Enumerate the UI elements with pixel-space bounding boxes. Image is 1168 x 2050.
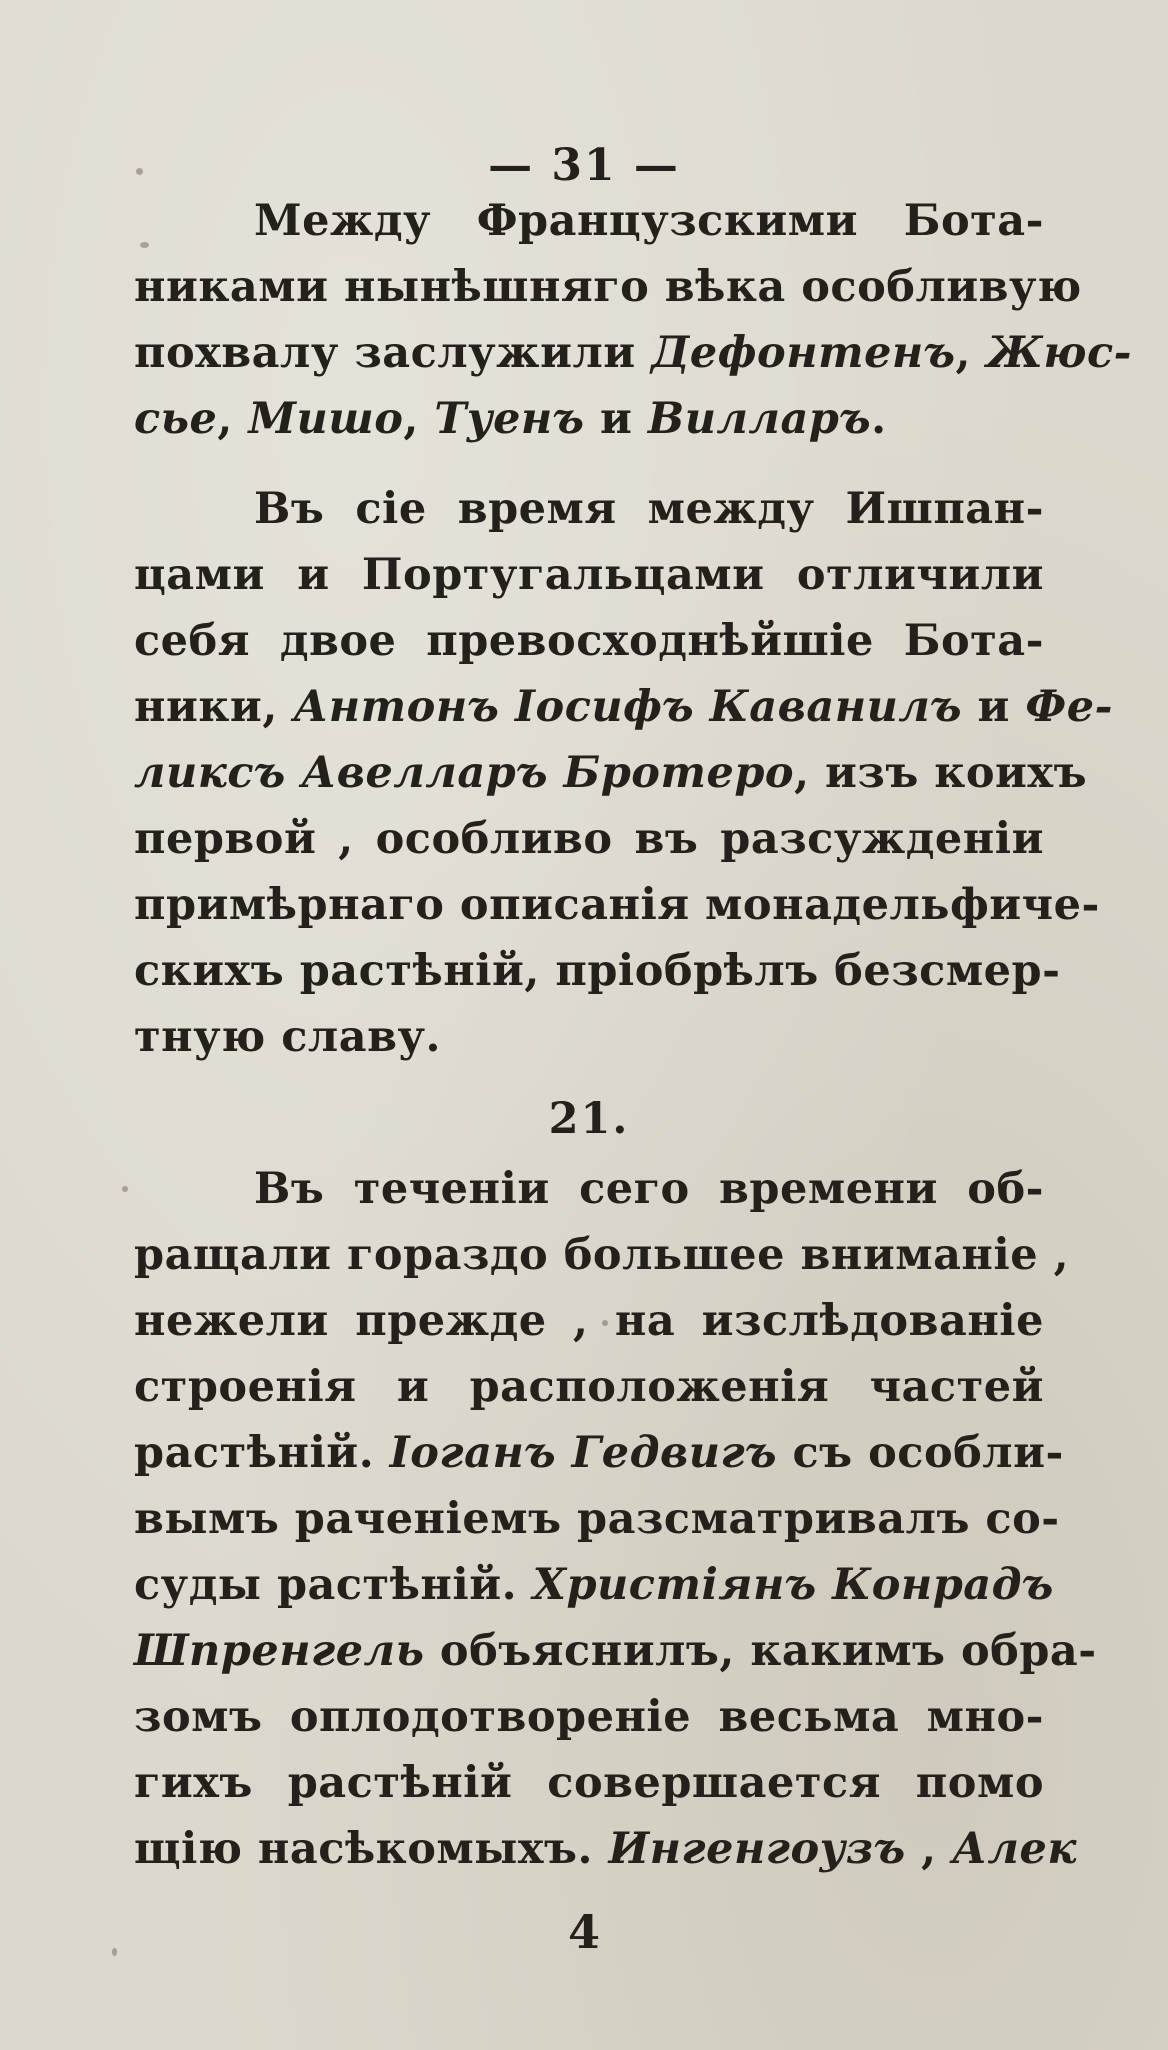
- text-segment: ,: [955, 328, 987, 378]
- text-line: [134, 1288, 1044, 1354]
- text-segment: и: [584, 394, 648, 444]
- italic-name: Фе-: [1025, 682, 1113, 732]
- paper-speck: [140, 242, 149, 248]
- text-segment: тную славу.: [134, 1012, 441, 1062]
- paper-speck: [602, 1320, 608, 1326]
- text-segment: строенія и расположенія частей: [134, 1362, 1044, 1412]
- text-line: [134, 740, 1088, 806]
- italic-name: ликсъ Авелларъ Бротеро: [134, 748, 795, 798]
- paper-speck: [122, 1186, 128, 1192]
- text-segment: цами и Португальцами отличили: [134, 550, 1044, 600]
- text-segment: растѣній.: [134, 1428, 390, 1478]
- section-number: [134, 1086, 1044, 1152]
- text-line: [134, 674, 1113, 740]
- italic-name: Дефонтенъ: [651, 328, 956, 378]
- text-line: [134, 254, 1082, 320]
- text-segment: щію насѣкомыхъ.: [134, 1824, 609, 1874]
- text-line: [134, 476, 1044, 542]
- text-line: [134, 542, 1044, 608]
- text-line: [134, 1816, 1077, 1882]
- text-segment: съ особли-: [776, 1428, 1064, 1478]
- italic-name: Антонъ Іосифъ Каванилъ: [293, 682, 963, 732]
- paper-speck: [112, 1948, 117, 1956]
- text-segment: объяснилъ, какимъ обра-: [424, 1626, 1097, 1676]
- text-line: [134, 320, 1133, 386]
- italic-name: сье: [134, 394, 218, 444]
- italic-name: Христіянъ Конрадъ: [532, 1560, 1054, 1610]
- text-segment: 21.: [548, 1094, 630, 1144]
- text-segment: ращали гораздо большее вниманіе ,: [134, 1230, 1070, 1280]
- text-line: [134, 188, 1044, 254]
- text-segment: ,: [217, 394, 249, 444]
- text-line: [134, 1750, 1044, 1816]
- text-line: [134, 1156, 1044, 1222]
- text-segment: скихъ растѣній, пріобрѣлъ безсмер-: [134, 946, 1061, 996]
- text-segment: похвалу заслужили: [134, 328, 652, 378]
- italic-name: Туенъ: [434, 394, 585, 444]
- italic-name: Іоганъ Гедвигъ: [389, 1428, 777, 1478]
- page-number-header: — 31 —: [488, 140, 680, 191]
- text-line: [134, 1004, 1044, 1070]
- text-line: [134, 872, 1100, 938]
- text-segment: суды растѣній.: [134, 1560, 533, 1610]
- text-segment: ники,: [134, 682, 294, 732]
- text-line: [134, 1684, 1044, 1750]
- text-segment: нежели прежде , на изслѣдованіе: [134, 1296, 1044, 1346]
- paper-speck: [136, 168, 143, 175]
- text-segment: никами нынѣшняго вѣка особливую: [134, 262, 1082, 312]
- italic-name: Алек: [952, 1824, 1077, 1874]
- italic-name: Вилларъ: [647, 394, 872, 444]
- signature-mark: 4: [567, 1905, 600, 1959]
- text-line: [134, 1486, 1060, 1552]
- text-segment: зомъ оплодотвореніе весьма мно-: [134, 1692, 1044, 1742]
- text-segment: ,: [905, 1824, 953, 1874]
- text-line: [134, 1420, 1064, 1486]
- text-line: [134, 1354, 1044, 1420]
- text-segment: и: [962, 682, 1026, 732]
- text-segment: , изъ коихъ: [794, 748, 1088, 798]
- text-line: [134, 938, 1061, 1004]
- italic-name: Жюс-: [986, 328, 1133, 378]
- text-line: [134, 1222, 1070, 1288]
- text-segment: ,: [403, 394, 435, 444]
- text-line: [134, 386, 1044, 452]
- text-segment: гихъ растѣній совершается помо: [134, 1758, 1044, 1808]
- text-segment: первой , особливо въ разсужденіи: [134, 814, 1044, 864]
- text-line: [134, 1618, 1097, 1684]
- text-segment: .: [871, 394, 887, 444]
- text-line: [134, 806, 1044, 872]
- text-line: [134, 608, 1044, 674]
- text-segment: Между Французскими Бота-: [254, 196, 1044, 246]
- text-segment: примѣрнаго описанія монадельфиче-: [134, 880, 1100, 930]
- text-segment: себя двое превосходнѣйшіе Бота-: [134, 616, 1044, 666]
- text-segment: Въ сіе время между Ишпан-: [254, 484, 1044, 534]
- italic-name: Шпренгель: [134, 1626, 425, 1676]
- text-line: [134, 1552, 1054, 1618]
- italic-name: Ингенгоузъ: [608, 1824, 906, 1874]
- text-segment: вымъ раченіемъ разсматривалъ со-: [134, 1494, 1060, 1544]
- text-segment: Въ теченіи сего времени об-: [254, 1164, 1044, 1214]
- italic-name: Мишо: [248, 394, 404, 444]
